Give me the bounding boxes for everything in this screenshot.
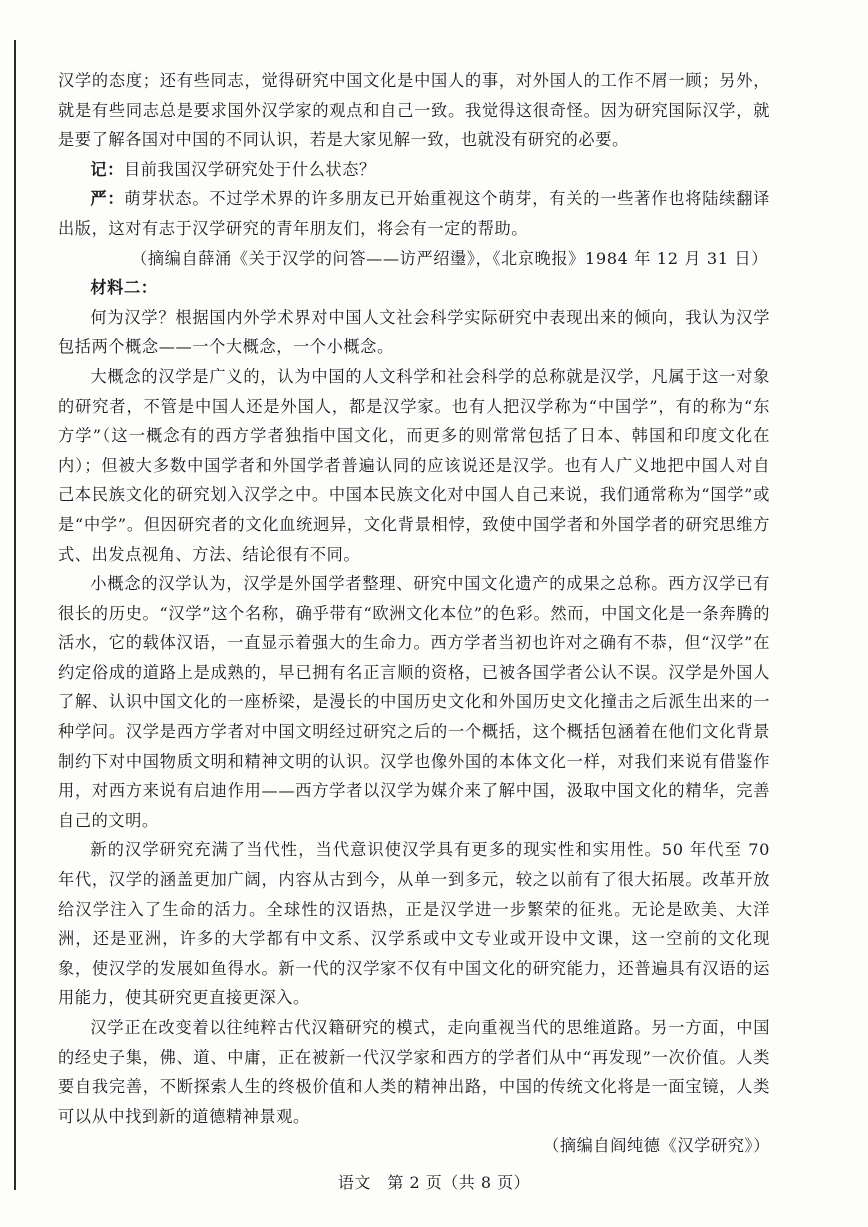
answer-text: 萌芽状态。不过学术界的许多朋友已开始重视这个萌芽，有关的一些著作也将陆续翻译出版，这对有志于汉学研究的青年朋友们，将会有一定的帮助。: [58, 189, 771, 238]
binding-margin-line: [14, 40, 16, 1190]
question-text: 目前我国汉学研究处于什么状态？: [123, 159, 376, 179]
reading-passage: [58, 66, 770, 1161]
continued-answer-paragraph: 汉学的态度；还有些同志，觉得研究中国文化是中国人的事，对外国人的工作不屑一顾；另外，就是有些同志总是要求国外汉学家的观点和自己一致。我觉得这很奇怪。因为研究国际汉学，就是要了解各国对中国的不同认识，若是大家见解一致，也就没有研究的必要。: [58, 71, 770, 150]
interview-question: [58, 155, 770, 185]
interview-answer: [58, 184, 770, 243]
material2-source: （摘编自阎纯德《汉学研究》）: [543, 1136, 770, 1156]
material2-paragraph: 何为汉学？根据国内外学术界对中国人文社会科学实际研究中表现出来的倾向，我认为汉学包括两个概念——一个大概念，一个小概念。: [58, 307, 770, 357]
interviewer-label: 记：: [90, 159, 124, 179]
material2-paragraph: 新的汉学研究充满了当代性，当代意识使汉学具有更多的现实性和实用性。50 年代至 70 年代，汉学的涵盖更加广阔，内容从古到今，从单一到多元，较之以前有了很大拓展。改革开放给汉学注入了生命的活力。全球性的汉语热，正是汉学进一步繁荣的征兆。无论是欧美、大洋洲，还是亚洲，许多的大学都有中文系、汉学系或中文专业或开设中文课，这一空前的文化现象，使汉学的发展如鱼得水。新一代的汉学家不仅有中国文化的研究能力，还普遍具有汉语的运用能力，使其研究更直接更深入。: [58, 840, 770, 1008]
material2-paragraph: 大概念的汉学是广义的，认为中国的人文科学和社会科学的总称就是汉学，凡属于这一对象的研究者，不管是中国人还是外国人，都是汉学家。也有人把汉学称为“中国学”，有的称为“东方学”（这一概念有的西方学者独指中国文化，而更多的则常常包括了日本、韩国和印度文化在内）；但被大多数中国学者和外国学者普遍认同的应该说还是汉学。也有人广义地把中国人对自己本民族文化的研究划入汉学之中。中国本民族文化对中国人自己来说，我们通常称为“国学”或是“中学”。但因研究者的文化血统迥异，文化背景相悖，致使中国学者和外国学者的研究思维方式、出发点视角、方法、结论很有不同。: [58, 366, 770, 564]
material1-source: （摘编自薛涌《关于汉学的问答——访严绍璗》，《北京晚报》1984 年 12 月 31 日）: [131, 248, 768, 268]
material2-paragraph: 汉学正在改变着以往纯粹古代汉籍研究的模式，走向重视当代的思维道路。另一方面，中国的经史子集，佛、道、中庸，正在被新一代汉学家和西方的学者们从中“再发现”一次价值。人类要自我完善，不断探索人生的终极价值和人类的精神出路，中国的传统文化将是一面宝镜，人类可以从中找到新的道德精神景观。: [58, 1018, 770, 1126]
material2-heading: 材料二：: [90, 278, 158, 298]
interviewee-label: 严：: [90, 189, 125, 209]
page-footer: 语文 第 2 页（共 8 页）: [337, 1173, 531, 1192]
material2-paragraph: 小概念的汉学认为，汉学是外国学者整理、研究中国文化遗产的成果之总称。西方汉学已有很长的历史。“汉学”这个名称，确乎带有“欧洲文化本位”的色彩。然而，中国文化是一条奔腾的活水，它的载体汉语，一直显示着强大的生命力。西方学者当初也许对之确有不恭，但“汉学”在约定俗成的道路上是成熟的，早已拥有名正言顺的资格，已被各国学者公认不误。汉学是外国人了解、认识中国文化的一座桥梁，是漫长的中国历史文化和外国历史文化撞击之后派生出来的一种学问。汉学是西方学者对中国文明经过研究之后的一个概括，这个概括包涵着在他们文化背景制约下对中国物质文明和精神文明的认识。汉学也像外国的本体文化一样，对我们来说有借鉴作用，对西方来说有启迪作用——西方学者以汉学为媒介来了解中国，汲取中国文化的精华，完善自己的文明。: [58, 574, 770, 830]
